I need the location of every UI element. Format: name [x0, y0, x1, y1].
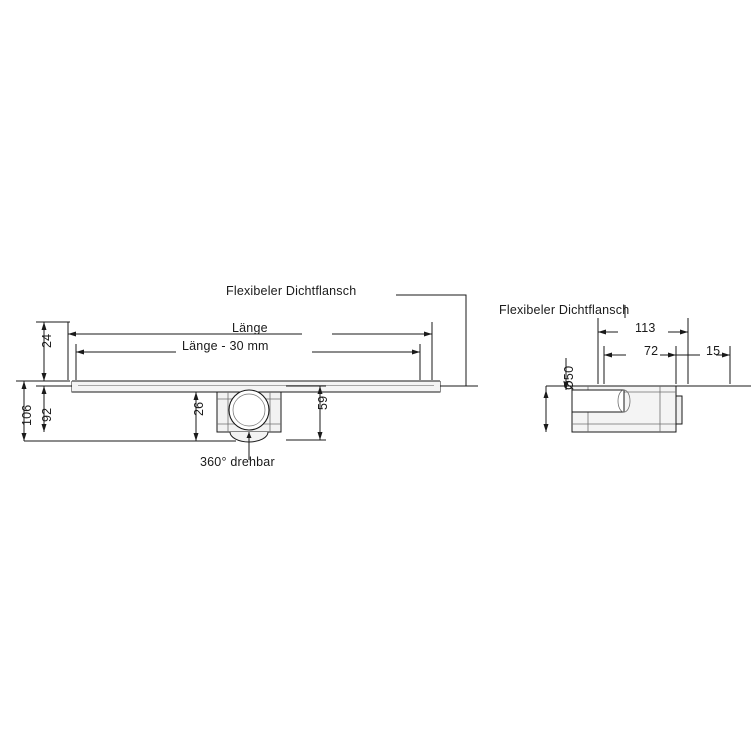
label-dim-24: 24	[40, 333, 54, 348]
channel-body-fill	[72, 381, 440, 392]
arrowhead-26-top	[194, 392, 199, 400]
arrowhead-59-bottom	[318, 432, 323, 440]
arrowhead-24-top	[42, 322, 47, 330]
arrowhead-laenge-left	[68, 332, 76, 337]
arrowhead-laenge-right	[424, 332, 432, 337]
pipe-outlet-50	[572, 390, 624, 412]
label-dim-92: 92	[40, 407, 54, 422]
leader-line-left-title	[396, 295, 466, 386]
arrowhead-113-left	[598, 330, 606, 335]
label-dim-15: 15	[706, 344, 721, 358]
arrowhead-72-left	[604, 353, 612, 358]
rotatable-outlet-circle	[229, 390, 269, 430]
arrowhead-laenge30-right	[412, 350, 420, 355]
label-dim-d50: Ø50	[562, 365, 576, 390]
label-dim-26: 26	[192, 401, 206, 416]
label-dim-106: 106	[20, 404, 34, 426]
arrowhead-right-bottom	[544, 424, 549, 432]
arrowhead-26-bottom	[194, 433, 199, 441]
arrowhead-92-top	[42, 386, 47, 394]
arrowhead-24-bottom	[42, 373, 47, 381]
label-360-drehbar: 360° drehbar	[200, 455, 275, 469]
arrowhead-113-right	[680, 330, 688, 335]
arrowhead-right-top	[544, 390, 549, 398]
label-flexibeler-dichtflansch-right: Flexibeler Dichtflansch	[499, 303, 630, 317]
label-dim-72: 72	[644, 344, 659, 358]
arrowhead-laenge30-left	[76, 350, 84, 355]
label-flexibeler-dichtflansch-left: Flexibeler Dichtflansch	[226, 284, 357, 298]
arrowhead-15-right	[722, 353, 730, 358]
arrowhead-106-top	[22, 381, 27, 389]
right-end-cap	[676, 396, 682, 424]
arrowhead-106-bottom	[22, 433, 27, 441]
label-dim-59: 59	[316, 395, 330, 410]
arrowhead-92-bottom	[42, 424, 47, 432]
label-laenge-minus-30: Länge - 30 mm	[182, 339, 269, 353]
arrowhead-72-right	[668, 353, 676, 358]
label-laenge: Länge	[232, 321, 268, 335]
label-dim-113: 113	[635, 321, 656, 335]
